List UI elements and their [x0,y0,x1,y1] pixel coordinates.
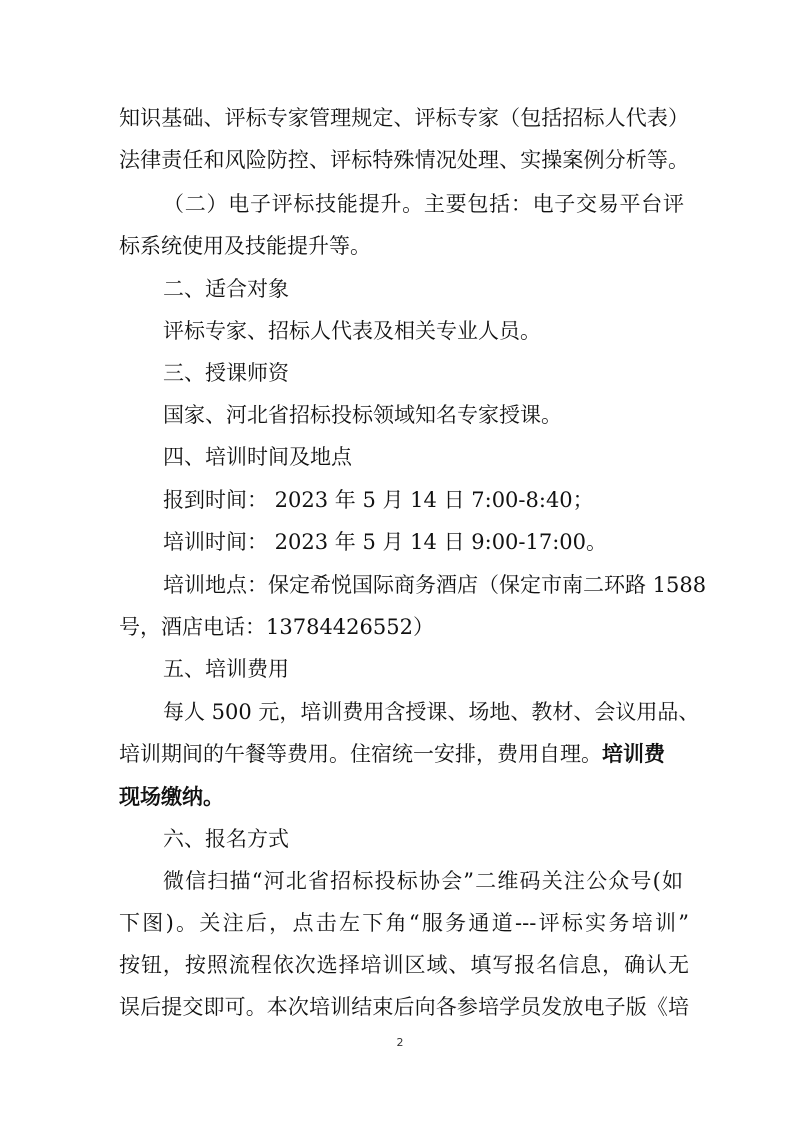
section-heading: 六、报名方式 [163,827,289,851]
training-time-line: 培训时间： 2023 年 5 月 14 日 9:00-17:00。 [163,530,608,554]
paragraph-line: 法律责任和风险防控、评标特殊情况处理、实操案例分析等。 [119,148,689,172]
fee-text: 培训期间的午餐等费用。住宿统一安排，费用自理。 [119,742,602,766]
section-heading: 四、培训时间及地点 [163,445,352,469]
subsection-heading-line: （二）电子评标技能提升。主要包括：电子交易平台评 [163,192,684,216]
paragraph-line: 按钮，按照流程依次选择培训区域、填写报名信息，确认无 [119,953,689,977]
paragraph-line: 标系统使用及技能提升等。 [119,234,371,258]
paragraph-line [119,740,665,768]
section-heading: 二、适合对象 [163,277,289,301]
bold-fee-note-continued: 现场缴纳。 [119,784,224,809]
registration-time-line: 报到时间： 2023 年 5 月 14 日 7:00-8:40； [163,488,594,512]
training-venue-line: 培训地点：保定希悦国际商务酒店（保定市南二环路 1588 [163,573,707,597]
page-number: 2 [396,1036,404,1049]
paragraph-line: 微信扫描“河北省招标投标协会”二维码关注公众号(如 [163,869,683,893]
section-heading: 三、授课师资 [163,361,289,385]
paragraph-line: 下图)。关注后，点击左下角“服务通道---评标实务培训” [119,911,689,935]
paragraph-line: 国家、河北省招标投标领域知名专家授课。 [163,403,562,427]
bold-fee-note: 培训费 [602,741,665,766]
section-heading: 五、培训费用 [163,657,289,681]
paragraph-line: 号，酒店电话：13784426552） [119,615,434,639]
paragraph-line: 知识基础、评标专家管理规定、评标专家（包括招标人代表） [119,106,689,130]
paragraph-line: 评标专家、招标人代表及相关专业人员。 [163,319,541,343]
paragraph-line: 误后提交即可。本次培训结束后向各参培学员发放电子版《培 [119,995,689,1019]
paragraph-line: 每人 500 元，培训费用含授课、场地、教材、会议用品、 [163,700,700,724]
